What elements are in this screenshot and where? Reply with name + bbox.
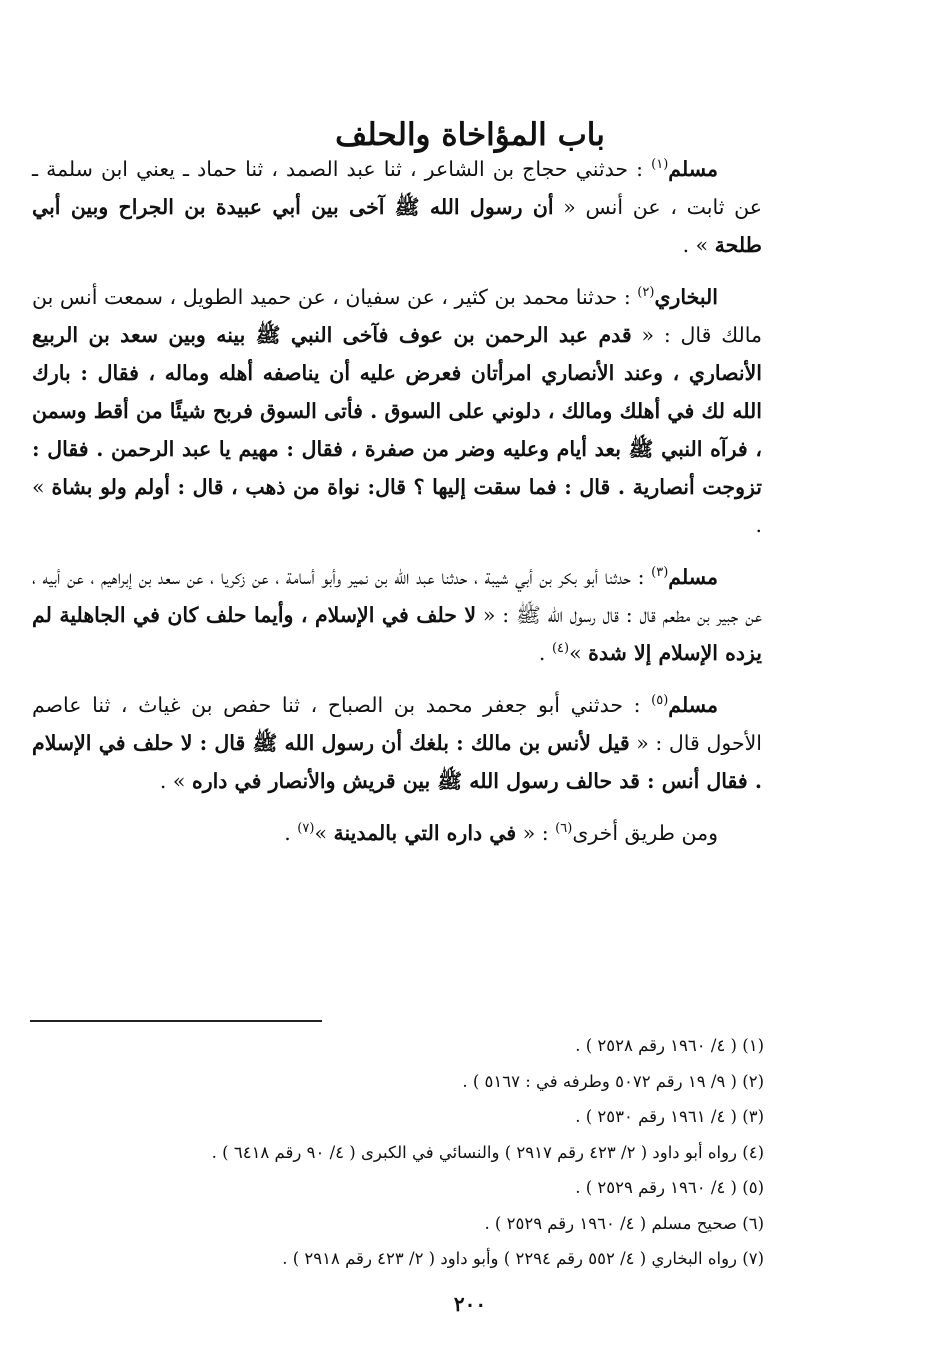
isnad-text: : حدثني حجاج بن الشاعر ، ثنا عبد الصمد ، ثنا حماد ـ يعني ابن سلمة ـ عن ثابت ، عن أنس « — [32, 157, 762, 219]
isnad-text: : حدثنا محمد بن كثير ، عن سفيان ، عن حميد الطويل ، سمعت أنس بن مالك قال : « — [32, 285, 762, 347]
closing-text: » — [569, 641, 589, 665]
footnote-ref: (٤) — [551, 641, 570, 657]
hadith-paragraph-3 — [32, 558, 762, 672]
matn-text: أن رسول الله ﷺ آخى بين أبي عبيدة بن الجراح وبين أبي طلحة — [32, 195, 762, 257]
closing-text: » . — [159, 769, 192, 793]
closing-text: . — [538, 641, 552, 665]
footnote-divider — [30, 1020, 322, 1022]
hadith-paragraph-4 — [32, 686, 762, 800]
matn-text: قدم عبد الرحمن بن عوف فآخى النبي ﷺ بينه وبين سعد بن الربيع الأنصاري ، وعند الأنصاري امرأتان فعرض عليه أن يناصفه أهله وماله ، فقال : بارك الله لك في أهلك ومالك ، دلوني على السوق . فأتى السوق فربح شيئًا من أقط وسمن ، فرآه النبي ﷺ بعد أيام وعليه وضر من صفرة ، فقال : مهيم يا عبد الرحمن . فقال : تزوجت أنصارية . قال : فما سقت إليها ؟ قال: نواة من ذهب ، قال : أولم ولو بشاة — [32, 323, 762, 499]
footnote-item: (٦) صحيح مسلم ( ٤/ ١٩٦٠ رقم ٢٥٢٩ ) . — [484, 1213, 764, 1233]
hadith-paragraph-1 — [32, 150, 762, 264]
source-name: مسلم — [668, 693, 718, 717]
hadith-paragraph-2 — [32, 278, 762, 544]
matn-text: في داره التي بالمدينة — [333, 821, 517, 845]
footnote-ref: (١) — [651, 157, 669, 173]
matn-text: قيل لأنس بن مالك : بلغك أن رسول الله ﷺ قال : لا حلف في الإسلام . فقال أنس : قد حالف رسول الله ﷺ بين قريش والأنصار في داره — [32, 731, 762, 793]
closing-text: » . — [32, 475, 762, 537]
footnote-item: (٧) رواه البخاري ( ٤/ ٥٥٢ رقم ٢٢٩٤ ) وأبو داود ( ٢/ ٤٢٣ رقم ٢٩١٨ ) . — [282, 1249, 764, 1268]
footnote-item: (٥) ( ٤/ ١٩٦٠ رقم ٢٥٢٩ ) . — [575, 1178, 764, 1197]
footnotes-list — [32, 1028, 764, 1277]
closing-text: » — [314, 821, 334, 845]
footnote-item: (٣) ( ٤/ ١٩٦١ رقم ٢٥٣٠ ) . — [575, 1107, 764, 1126]
footnote-ref: (٥) — [651, 693, 669, 709]
hadith-paragraph-5 — [32, 814, 762, 852]
isnad-text: : « — [516, 821, 556, 845]
source-name: البخاري — [654, 285, 718, 309]
source-name: مسلم — [668, 157, 718, 181]
isnad-text: : حدثني أبو جعفر محمد بن الصباح ، ثنا حفص بن غياث ، ثنا عاصم الأحول قال : « — [32, 693, 762, 755]
closing-text: . — [284, 821, 298, 845]
matn-text: لا حلف في الإسلام ، وأيما حلف كان في الجاهلية لم يزده الإسلام إلا شدة — [32, 603, 762, 665]
closing-text: » . — [682, 233, 715, 257]
isnad-text: : حدثنا أبو بكر بن أبي شيبة ، حدثنا عبد الله بن نمير وأبو أسامة ، عن زكريا ، عن سعد بن إبراهيم ، عن أبيه ، عن جبير بن مطعم قال : قال رسول الله ﷺ : « — [32, 565, 762, 627]
footnote-item: (٢) ( ٩/ ١٩ رقم ٥٠٧٢ وطرفه في : ٥١٦٧ ) . — [462, 1071, 764, 1091]
source-name: مسلم — [668, 565, 718, 589]
footnote-item: (١) ( ٤/ ١٩٦٠ رقم ٢٥٢٨ ) . — [575, 1036, 764, 1055]
chapter-title: باب المؤاخاة والحلف — [335, 116, 605, 153]
footnote-ref: (٦) — [555, 821, 573, 837]
footnote-item: (٤) رواه أبو داود ( ٢/ ٤٢٣ رقم ٢٩١٧ ) والنسائي في الكبرى ( ٤/ ٩٠ رقم ٦٤١٨ ) . — [211, 1142, 764, 1162]
footnote-ref: (٣) — [651, 565, 669, 581]
isnad-text: ومن طريق أخرى — [572, 821, 718, 845]
footnote-ref: (٢) — [637, 285, 655, 301]
main-text — [32, 150, 762, 866]
footnote-ref: (٧) — [297, 821, 315, 837]
page-number: ٢٠٠ — [453, 1292, 487, 1316]
